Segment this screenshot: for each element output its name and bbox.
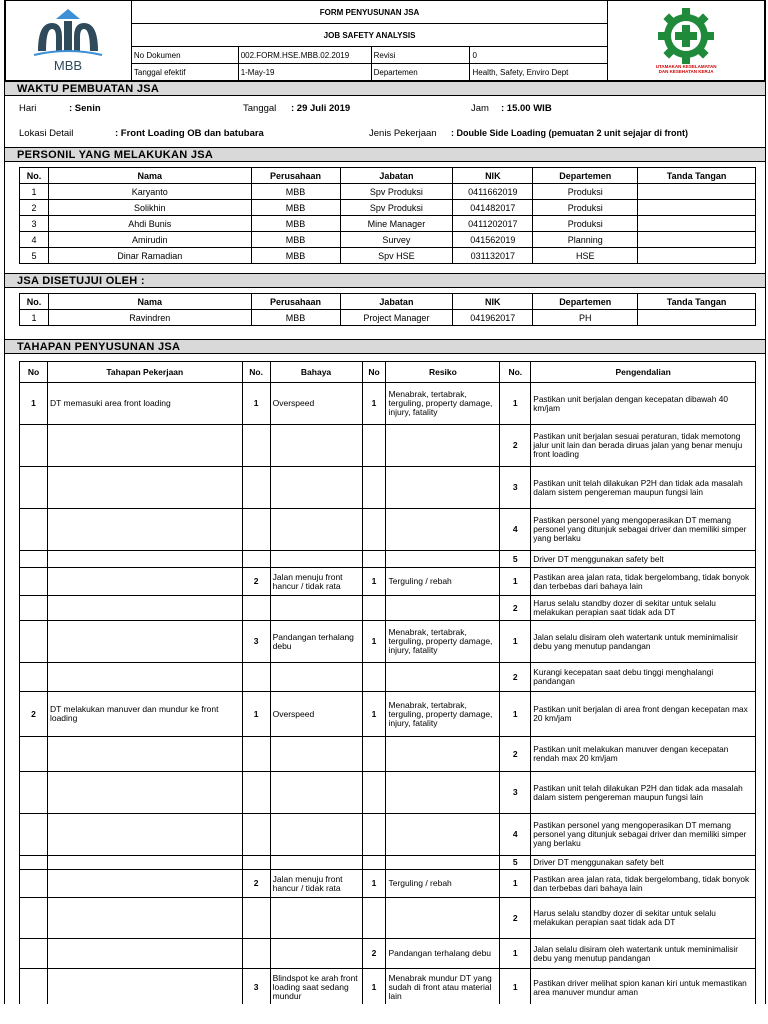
personil-cell: MBB [251, 184, 340, 200]
personil-cell [638, 232, 756, 248]
personil-table [19, 167, 756, 264]
tahapan-cell: 3 [500, 467, 531, 509]
tahapan-cell [47, 969, 242, 1005]
tahapan-cell [242, 467, 270, 509]
tahapan-cell [47, 856, 242, 870]
tahapan-row [20, 870, 756, 898]
tahapan-row [20, 467, 756, 509]
tahapan-header-cell: Pengendalian [531, 362, 756, 383]
tahapan-cell: Pastikan unit melakukan manuver dengan kecepatan rendah max 20 km/jam [531, 737, 756, 772]
tahapan-cell [47, 509, 242, 551]
tahapan-cell [242, 509, 270, 551]
tahapan-cell [362, 772, 386, 814]
personil-header-cell: Tanda Tangan [638, 168, 756, 184]
tahapan-cell: 4 [500, 509, 531, 551]
tahapan-cell: Jalan selalu disiram oleh watertank untuk meminimalisir debu yang menutup pandangan [531, 621, 756, 663]
tahapan-cell: 1 [362, 621, 386, 663]
personil-cell: Amirudin [48, 232, 251, 248]
personil-cell: MBB [251, 248, 340, 264]
tahapan-cell: 2 [20, 692, 48, 737]
tahapan-cell [386, 551, 500, 568]
tahapan-cell: Harus selalu standby dozer di sekitar untuk selalu melakukan perapian saat tidak ada DT [531, 898, 756, 939]
form-header [5, 0, 765, 81]
personil-header-cell: NIK [453, 168, 533, 184]
disetujui-cell: 041962017 [453, 310, 533, 326]
tahapan-cell: 1 [20, 383, 48, 425]
disetujui-cell: MBB [251, 310, 340, 326]
jsa-steps-table [19, 361, 756, 1004]
tahapan-header-cell: No [20, 362, 48, 383]
tahapan-cell [242, 814, 270, 856]
tahapan-cell [47, 621, 242, 663]
personil-cell: Spv HSE [340, 248, 453, 264]
section-personil: PERSONIL YANG MELAKUKAN JSA [5, 147, 765, 162]
tahapan-cell: Pastikan personel yang mengoperasikan DT memang personel yang ditunjuk sebagai driver dan memiliki simper yang berlaku [531, 814, 756, 856]
personil-cell: Ahdi Bunis [48, 216, 251, 232]
tahapan-cell: Pastikan unit telah dilakukan P2H dan tidak ada masalah dalam sistem pengereman maupun fungsi lain [531, 467, 756, 509]
tahapan-cell [386, 856, 500, 870]
tahapan-cell: 2 [242, 870, 270, 898]
tahapan-cell [20, 856, 48, 870]
tahapan-cell: Pastikan personel yang mengoperasikan DT memang personel yang ditunjuk sebagai driver dan memiliki simper yang berlaku [531, 509, 756, 551]
tahapan-cell: 1 [500, 969, 531, 1005]
tahapan-row [20, 898, 756, 939]
tahapan-cell [20, 870, 48, 898]
company-logo [6, 1, 132, 81]
tahapan-cell [242, 663, 270, 692]
tahapan-cell: Driver DT menggunakan safety belt [531, 551, 756, 568]
personil-cell: Planning [533, 232, 638, 248]
personil-cell: 031132017 [453, 248, 533, 264]
tahapan-cell [362, 596, 386, 621]
personil-cell: Karyanto [48, 184, 251, 200]
k3-safety-gear-icon [655, 8, 717, 64]
tahapan-cell [270, 856, 362, 870]
jenis-pekerjaan-label: Jenis Pekerjaan [369, 128, 437, 139]
tahapan-cell [20, 898, 48, 939]
tahapan-cell [20, 509, 48, 551]
personil-header-cell: Jabatan [340, 168, 453, 184]
tahapan-cell: Blindspot ke arah front loading saat sedang mundur [270, 969, 362, 1005]
tahapan-row [20, 383, 756, 425]
personil-cell: Produksi [533, 184, 638, 200]
personil-header-cell: Nama [48, 168, 251, 184]
tahapan-cell [362, 425, 386, 467]
tahapan-cell [47, 551, 242, 568]
tahapan-cell [20, 568, 48, 596]
personil-cell: Spv Produksi [340, 200, 453, 216]
tanggal-label: Tanggal [243, 103, 277, 114]
personil-cell: Produksi [533, 216, 638, 232]
no-dokumen-label: No Dokumen [131, 47, 238, 64]
disetujui-cell: Ravindren [48, 310, 251, 326]
disetujui-header-cell: Tanda Tangan [638, 294, 756, 310]
tahapan-row [20, 772, 756, 814]
tahapan-cell: 3 [242, 969, 270, 1005]
tahapan-cell [242, 898, 270, 939]
personil-cell: Survey [340, 232, 453, 248]
departemen-label: Departemen [371, 64, 470, 81]
mbb-logo-icon [28, 7, 108, 75]
tahapan-cell [270, 772, 362, 814]
personil-cell [638, 216, 756, 232]
revisi-value: 0 [470, 47, 608, 64]
personil-header-cell: Perusahaan [251, 168, 340, 184]
tahapan-cell [242, 551, 270, 568]
tahapan-cell [20, 425, 48, 467]
revisi-label: Revisi [371, 47, 470, 64]
personil-cell: 041482017 [453, 200, 533, 216]
tahapan-cell [270, 596, 362, 621]
hari-value: : Senin [69, 103, 101, 114]
personil-row [20, 216, 756, 232]
tahapan-cell [47, 737, 242, 772]
disetujui-header-cell: Departemen [533, 294, 638, 310]
tahapan-cell [386, 467, 500, 509]
jsa-form-page [4, 0, 766, 1004]
tahapan-cell [386, 596, 500, 621]
tahapan-cell [47, 568, 242, 596]
personil-cell [638, 248, 756, 264]
jenis-pekerjaan-value: : Double Side Loading (pemuatan 2 unit sejajar di front) [451, 128, 689, 138]
personil-cell [638, 200, 756, 216]
tahapan-cell [242, 856, 270, 870]
tahapan-header-cell: Tahapan Pekerjaan [47, 362, 242, 383]
tahapan-cell: 1 [500, 939, 531, 969]
tahapan-cell [270, 467, 362, 509]
tahapan-cell: 1 [362, 692, 386, 737]
tahapan-cell [47, 939, 242, 969]
tahapan-cell: 1 [362, 383, 386, 425]
tahapan-cell: 1 [362, 870, 386, 898]
tahapan-cell: 2 [362, 939, 386, 969]
personil-cell: 0411202017 [453, 216, 533, 232]
personil-row [20, 248, 756, 264]
tahapan-row [20, 856, 756, 870]
personil-cell: Mine Manager [340, 216, 453, 232]
tahapan-row [20, 509, 756, 551]
tahapan-cell: 2 [500, 737, 531, 772]
tahapan-row [20, 568, 756, 596]
k3-slogan-line1: UTAMAKAN KESELAMATAN [655, 63, 717, 69]
tahapan-cell [20, 663, 48, 692]
personil-row [20, 184, 756, 200]
tahapan-cell: 1 [242, 692, 270, 737]
section-waktu: WAKTU PEMBUATAN JSA [5, 81, 765, 96]
tahapan-cell: 1 [500, 621, 531, 663]
tahapan-cell: Pandangan terhalang debu [386, 939, 500, 969]
tahapan-cell: 2 [500, 898, 531, 939]
personil-header-cell: No. [20, 168, 49, 184]
tahapan-cell [362, 856, 386, 870]
tahapan-cell [270, 814, 362, 856]
tahapan-cell: Menabrak, tertabrak, terguling, property damage, injury, fatality [386, 621, 500, 663]
disetujui-header-cell: Nama [48, 294, 251, 310]
tahapan-cell: Driver DT menggunakan safety belt [531, 856, 756, 870]
tahapan-cell [270, 663, 362, 692]
tahapan-cell [47, 425, 242, 467]
tahapan-cell [242, 939, 270, 969]
tahapan-cell: Pandangan terhalang debu [270, 621, 362, 663]
section-disetujui: JSA DISETUJUI OLEH : [5, 273, 765, 288]
tahapan-cell [270, 551, 362, 568]
tahapan-header-cell: Resiko [386, 362, 500, 383]
jam-label: Jam [471, 103, 489, 114]
tahapan-cell: Terguling / rebah [386, 870, 500, 898]
lokasi-label: Lokasi Detail [19, 128, 74, 139]
tahapan-cell [20, 969, 48, 1005]
disetujui-header-cell: NIK [453, 294, 533, 310]
tahapan-cell [386, 814, 500, 856]
tahapan-cell: Overspeed [270, 383, 362, 425]
personil-cell: 3 [20, 216, 49, 232]
no-dokumen-value: 002.FORM.HSE.MBB.02.2019 [238, 47, 371, 64]
tahapan-cell: 2 [500, 596, 531, 621]
tahapan-header-cell: No. [500, 362, 531, 383]
personil-cell: Solikhin [48, 200, 251, 216]
tahapan-row [20, 551, 756, 568]
personil-cell: MBB [251, 232, 340, 248]
tahapan-row [20, 663, 756, 692]
tahapan-cell: DT memasuki area front loading [47, 383, 242, 425]
tahapan-cell: 5 [500, 551, 531, 568]
tahapan-cell: 4 [500, 814, 531, 856]
disetujui-header-cell: No. [20, 294, 49, 310]
tahapan-cell: Jalan menuju front hancur / tidak rata [270, 870, 362, 898]
tahapan-cell [362, 551, 386, 568]
tahapan-cell [20, 551, 48, 568]
disetujui-cell: Project Manager [340, 310, 453, 326]
tahapan-cell: 2 [500, 663, 531, 692]
tahapan-header-cell: Bahaya [270, 362, 362, 383]
tahapan-cell: DT melakukan manuver dan mundur ke front loading [47, 692, 242, 737]
tahapan-cell: Pastikan unit berjalan dengan kecepatan dibawah 40 km/jam [531, 383, 756, 425]
tahapan-row [20, 692, 756, 737]
tahapan-row [20, 596, 756, 621]
tahapan-cell [386, 737, 500, 772]
tahapan-row [20, 621, 756, 663]
tahapan-cell [20, 772, 48, 814]
tahapan-cell [20, 467, 48, 509]
personil-cell: Spv Produksi [340, 184, 453, 200]
tahapan-cell: Pastikan unit berjalan di area front dengan kecepatan max 20 km/jam [531, 692, 756, 737]
disetujui-table [19, 293, 756, 326]
tahapan-cell [386, 425, 500, 467]
svg-text:MBB: MBB [54, 57, 83, 73]
tahapan-cell [270, 898, 362, 939]
tahapan-cell [386, 509, 500, 551]
tahapan-cell: 2 [500, 425, 531, 467]
tahapan-cell: 2 [242, 568, 270, 596]
personil-cell: 4 [20, 232, 49, 248]
tahapan-cell [242, 425, 270, 467]
tahapan-cell [270, 509, 362, 551]
tahapan-cell [270, 939, 362, 969]
tahapan-cell [47, 814, 242, 856]
tahapan-cell [242, 596, 270, 621]
tahapan-row [20, 737, 756, 772]
disetujui-header-cell: Perusahaan [251, 294, 340, 310]
tahapan-row [20, 939, 756, 969]
personil-cell: 0411662019 [453, 184, 533, 200]
tanggal-efektif-value: 1-May-19 [238, 64, 371, 81]
tahapan-cell: 3 [500, 772, 531, 814]
tahapan-cell: 5 [500, 856, 531, 870]
personil-row [20, 232, 756, 248]
personil-cell: 041562019 [453, 232, 533, 248]
personil-cell: MBB [251, 216, 340, 232]
tahapan-cell [362, 663, 386, 692]
tahapan-cell: Terguling / rebah [386, 568, 500, 596]
personil-cell: 5 [20, 248, 49, 264]
tahapan-cell [362, 814, 386, 856]
tahapan-cell: Kurangi kecepatan saat debu tinggi menghalangi pandangan [531, 663, 756, 692]
personil-cell: Produksi [533, 200, 638, 216]
personil-header-cell: Departemen [533, 168, 638, 184]
tahapan-row [20, 969, 756, 1005]
tahapan-header-cell: No [362, 362, 386, 383]
tahapan-cell [362, 509, 386, 551]
tahapan-cell [20, 621, 48, 663]
tahapan-cell: 1 [500, 383, 531, 425]
tahapan-cell: Jalan selalu disiram oleh watertank untuk meminimalisir debu yang menutup pandangan [531, 939, 756, 969]
section-tahapan: TAHAPAN PENYUSUNAN JSA [5, 339, 765, 354]
tahapan-row [20, 425, 756, 467]
personil-cell: MBB [251, 200, 340, 216]
personil-cell [638, 184, 756, 200]
jam-value: : 15.00 WIB [501, 103, 552, 114]
tahapan-cell [47, 772, 242, 814]
tahapan-cell: Menabrak mundur DT yang sudah di front atau material lain [386, 969, 500, 1005]
tahapan-cell [20, 737, 48, 772]
personil-cell: 1 [20, 184, 49, 200]
disetujui-cell: 1 [20, 310, 49, 326]
personil-row [20, 200, 756, 216]
form-subtitle: JOB SAFETY ANALYSIS [131, 24, 607, 47]
tahapan-cell: Harus selalu standby dozer di sekitar untuk selalu melakukan perapian saat tidak ada DT [531, 596, 756, 621]
tahapan-cell: 1 [500, 870, 531, 898]
tahapan-cell [20, 596, 48, 621]
tahapan-cell [20, 814, 48, 856]
tahapan-cell: Menabrak, tertabrak, terguling, property damage, injury, fatality [386, 692, 500, 737]
disetujui-row [20, 310, 756, 326]
tahapan-cell [362, 898, 386, 939]
tahapan-cell [20, 939, 48, 969]
k3-slogan-line2: DAN KESEHATAN KERJA [658, 68, 714, 74]
tahapan-cell [47, 870, 242, 898]
tahapan-header-cell: No. [242, 362, 270, 383]
tahapan-cell: 1 [362, 969, 386, 1005]
personil-cell: HSE [533, 248, 638, 264]
hari-label: Hari [19, 103, 37, 114]
personil-cell: 2 [20, 200, 49, 216]
disetujui-cell [638, 310, 756, 326]
tahapan-cell: Overspeed [270, 692, 362, 737]
k3-logo [608, 1, 765, 81]
tanggal-value: : 29 Juli 2019 [291, 103, 351, 114]
tahapan-cell: 1 [362, 568, 386, 596]
tahapan-cell [47, 596, 242, 621]
tahapan-cell [386, 663, 500, 692]
tahapan-cell [362, 737, 386, 772]
tahapan-cell: Pastikan area jalan rata, tidak bergelombang, tidak bonyok dan terbebas dari bahaya lain [531, 870, 756, 898]
tahapan-cell [386, 772, 500, 814]
personil-cell: Dinar Ramadian [48, 248, 251, 264]
tahapan-cell: Pastikan unit telah dilakukan P2H dan tidak ada masalah dalam sistem pengereman maupun fungsi lain [531, 772, 756, 814]
tahapan-cell: Menabrak, tertabrak, terguling, property damage, injury, fatality [386, 383, 500, 425]
tahapan-cell [47, 467, 242, 509]
tahapan-cell [270, 425, 362, 467]
tanggal-efektif-label: Tanggal efektif [131, 64, 238, 81]
tahapan-cell: 3 [242, 621, 270, 663]
departemen-value: Health, Safety, Enviro Dept [470, 64, 608, 81]
tahapan-cell [362, 467, 386, 509]
tahapan-cell [242, 772, 270, 814]
tahapan-cell [47, 898, 242, 939]
tahapan-cell: Pastikan unit berjalan sesuai peraturan, tidak memotong jalur unit lain dan berada diruas jalan yang benar menuju front loading [531, 425, 756, 467]
lokasi-value: : Front Loading OB dan batubara [115, 128, 264, 139]
disetujui-header-cell: Jabatan [340, 294, 453, 310]
disetujui-cell: PH [533, 310, 638, 326]
tahapan-cell: Pastikan area jalan rata, tidak bergelombang, tidak bonyok dan terbebas dari bahaya lain [531, 568, 756, 596]
tahapan-cell: 1 [242, 383, 270, 425]
tahapan-cell [242, 737, 270, 772]
tahapan-cell: Pastikan driver melihat spion kanan kiri untuk memastikan area manuver mundur aman [531, 969, 756, 1005]
tahapan-cell [47, 663, 242, 692]
tahapan-cell: 1 [500, 692, 531, 737]
tahapan-row [20, 814, 756, 856]
tahapan-cell [270, 737, 362, 772]
form-title: FORM PENYUSUNAN JSA [131, 1, 607, 24]
tahapan-cell: Jalan menuju front hancur / tidak rata [270, 568, 362, 596]
tahapan-cell: 1 [500, 568, 531, 596]
tahapan-cell [386, 898, 500, 939]
